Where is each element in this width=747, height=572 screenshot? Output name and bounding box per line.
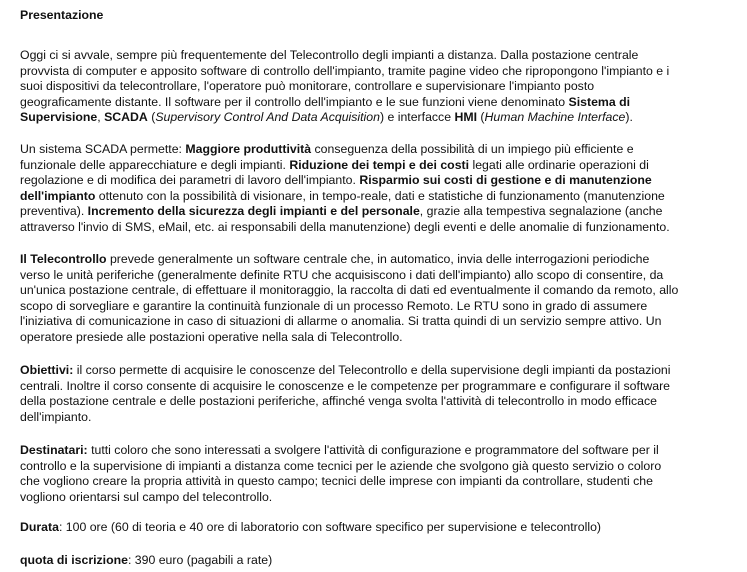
obiettivi-paragraph [20,363,735,425]
telecontrollo-line: operatore presiede alle postazioni operative nella sala di Telecontrollo. [20,329,403,344]
bold-term: Riduzione dei tempi e dei costi [289,157,470,172]
scada-line [20,173,735,189]
obiettivi-line: dell'impianto. [20,409,92,424]
scada-line [20,158,735,174]
text-run: ). [625,110,633,125]
scada-paragraph [20,142,735,236]
scada-line [20,142,735,158]
destinatari-line: che vogliono creare la propria attività in questo campo; tecnici delle imprese con impianti da controllare, studenti che [20,474,653,489]
telecontrollo-line: l'iniziativa di comunicazione in caso di situazioni di allarme o anomalia. Si tratta quindi di un servizio sempre attivo. Un [20,314,662,329]
text-run: tutti coloro che sono interessati a svolgere l'attività di configurazione e programmatore del software per il [87,443,659,457]
intro-paragraph [20,48,735,126]
telecontrollo-line [20,252,735,268]
destinatari-label: Destinatari: [20,443,88,457]
obiettivi-line: centrali. Inoltre il corso consente di acquisire le conoscenze e le competenze per programmare e configurare il software [20,378,671,393]
obiettivi-line [20,363,735,379]
telecontrollo-line: scopo di sorvegliare e garantire la continuità funzionale di un processo Remoto. Le RTU sono in grado di assumere [20,298,648,313]
destinatari-paragraph [20,443,735,505]
telecontrollo-line: verso le unità periferiche (generalmente definite RTU che acquisiscono i dati dell'impianto) allo scopo di consentire, da [20,267,664,282]
text-run: conseguenza della possibilità di un impiego più efficiente e [311,142,634,156]
scada-line [20,204,735,220]
intro-line [20,95,735,111]
bold-term: Incremento della sicurezza degli impianti e del personale [87,204,420,219]
bold-term: Supervisione [20,110,98,125]
destinatari-line [20,443,735,459]
text-run: legati alle ordinarie operazioni di [469,157,649,172]
italic-term: Human Machine Interface [484,110,626,125]
bold-term: Il Telecontrollo [20,252,107,266]
text-run: ottenuto con la possibilità di visionare, in tempo-reale, dati e statistiche di funzionamento (manutenzione [95,188,665,203]
quota-text [20,553,735,569]
intro-line: provvista di computer e apposito software di controllo dell'impianto, tramite pagine video che ripropongono l'impianto e i [20,63,670,78]
telecontrollo-line: un'unica postazione centrale, di effettuare il monitoraggio, la raccolta di dati ed eventualmente il comando da remoto, allo [20,283,679,298]
destinatari-line: vogliono orientarsi sul campo del telecontrollo. [20,489,273,504]
text-run: ) e interfacce [379,110,455,125]
quota-line [20,553,735,569]
text-run: ( [477,110,485,125]
durata-label: Durata [20,520,59,534]
italic-term: Supervisory Control And Data Acquisition [155,110,380,125]
intro-line [20,110,735,126]
text-run: il corso permette di acquisire le conoscenze del Telecontrollo e della supervisione degli impianti da postazioni [73,363,671,377]
bold-term: SCADA [104,110,148,125]
obiettivi-line: della postazione centrale e delle postazioni periferiche, affinché venga svolta l'attività di telecontrollo in modo efficace [20,394,657,409]
bold-term: dell'impianto [20,188,96,203]
text-run: : 100 ore (60 di teoria e 40 ore di laboratorio con software specifico per supervisione e telecontrollo) [58,520,602,534]
bold-term: Risparmio sui costi di gestione e di manutenzione [359,173,652,188]
text-run: : 390 euro (pagabili a rate) [127,553,273,567]
text-run: ( [147,110,156,125]
text-run: preventiva). [20,204,88,219]
text-run: geograficamente distante. Il software per il controllo dell'impianto e le sue funzioni viene denominato [20,94,569,109]
intro-line: Oggi ci si avvale, sempre più frequentemente del Telecontrollo degli impianti a distanza. Dalla postazione centrale [20,48,639,62]
text-run: , [97,110,105,125]
bold-term: Maggiore produttività [185,142,312,156]
text-run: prevede generalmente un software centrale che, in automatico, invia delle interrogazioni periodiche [106,252,650,266]
bold-term: HMI [454,110,478,125]
text-run: funzionale delle apparecchiature e degli impianti. [20,157,290,172]
section-title: Presentazione [20,8,104,22]
durata-text [20,520,735,536]
scada-line: attraverso l'invio di SMS, eMail, etc. ai responsabili della manutenzione) degli eventi e delle anomalie di funzionamento. [20,219,670,234]
durata-line [20,520,735,536]
scada-line [20,189,735,205]
bold-term: Sistema di [568,94,631,109]
intro-line: suoi dispositivi da telecontrollare, l'operatore può monitorare, controllare e supervisionare l'impianto posto [20,79,595,94]
text-run: Un sistema SCADA permette: [20,142,186,156]
text-run: regolazione e di modifica dei parametri di lavoro dell'impianto. [20,173,360,188]
quota-label: quota di iscrizione [20,553,128,567]
telecontrollo-paragraph [20,252,735,346]
obiettivi-label: Obiettivi: [20,363,74,377]
text-run: , grazie alla tempestiva segnalazione (anche [419,204,663,219]
destinatari-line: controllo e la supervisione di impianti a distanza come tecnici per le aziende che svolgono già questo servizio o coloro [20,458,662,473]
